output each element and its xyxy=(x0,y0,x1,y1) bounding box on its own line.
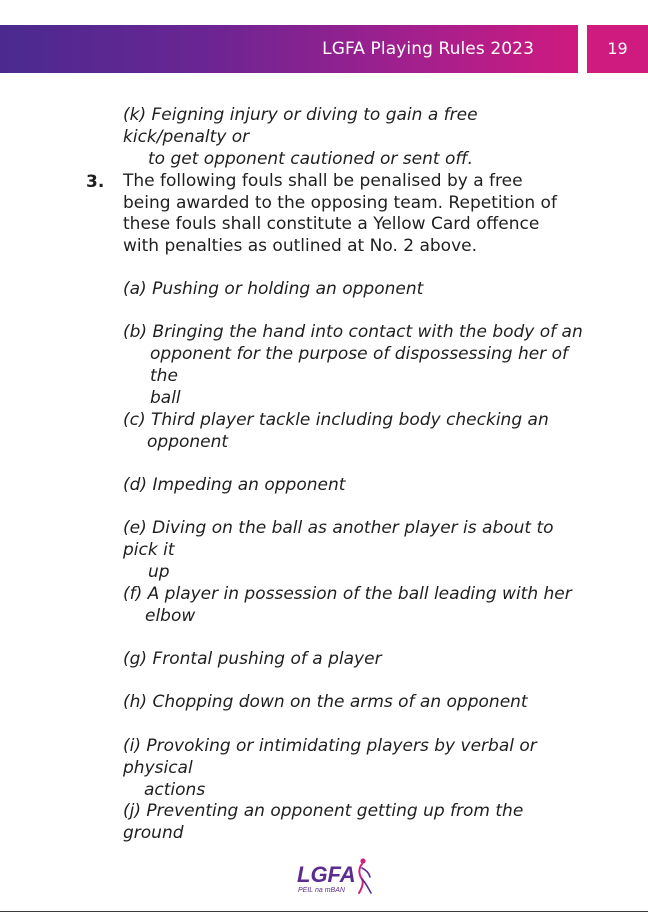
foul-item-i xyxy=(123,735,583,801)
logo-wordmark: LGFA xyxy=(297,862,356,887)
rule-item-k xyxy=(123,104,583,170)
foul-item-h xyxy=(123,691,583,713)
foul-item-a xyxy=(123,278,583,300)
foul-item-i-line1: (i) Provoking or intimidating players by verbal or physical xyxy=(123,736,537,778)
logo-player-figure-icon xyxy=(359,858,371,893)
foul-item-c-line2: opponent xyxy=(147,432,229,452)
foul-item-b-line1: (b) Bringing the hand into contact with the body of an xyxy=(123,322,583,342)
header-banner xyxy=(0,25,578,73)
foul-item-d xyxy=(123,474,583,496)
lgfa-logo xyxy=(296,855,376,897)
document-title: LGFA Playing Rules 2023 xyxy=(322,39,534,59)
foul-item-f-line2: elbow xyxy=(145,606,196,626)
rule-number: 3. xyxy=(86,172,105,192)
foul-item-g-line1: (g) Frontal pushing of a player xyxy=(123,649,382,669)
foul-item-b-line2: opponent for the purpose of dispossessing her of the xyxy=(150,344,568,386)
lgfa-logo-graphic xyxy=(296,855,376,897)
foul-item-e xyxy=(123,517,583,583)
rule-item-k-line2: to get opponent cautioned or sent off. xyxy=(148,149,474,169)
foul-item-f xyxy=(123,583,583,627)
rule-paragraph: The following fouls shall be penalised by a free being awarded to the opposing team. Repetition of these fouls shall constitute a Yellow Card offence with penalties as outlined at No. 2 above. xyxy=(123,171,557,256)
foul-item-c-line1: (c) Third player tackle including body checking an xyxy=(123,410,549,430)
footer-divider xyxy=(0,911,648,912)
foul-item-f-line1: (f) A player in possession of the ball leading with her xyxy=(123,584,572,604)
foul-item-c xyxy=(123,409,583,453)
logo-subtext: PEIL na mBAN xyxy=(298,887,345,894)
foul-item-e-line2: up xyxy=(148,562,170,582)
foul-item-j xyxy=(123,800,583,844)
page-number: 19 xyxy=(587,25,648,73)
foul-item-i-line2: actions xyxy=(144,780,206,800)
foul-item-e-line1: (e) Diving on the ball as another player is about to pick it xyxy=(123,518,554,560)
rule-item-k-line1: (k) Feigning injury or diving to gain a free kick/penalty or xyxy=(123,105,478,147)
foul-item-b-line3: ball xyxy=(150,388,181,408)
foul-item-d-line1: (d) Impeding an opponent xyxy=(123,475,346,495)
foul-item-g xyxy=(123,648,583,670)
foul-item-b xyxy=(123,321,583,409)
foul-item-a-line1: (a) Pushing or holding an opponent xyxy=(123,279,424,299)
foul-item-h-line1: (h) Chopping down on the arms of an opponent xyxy=(123,692,528,712)
foul-item-j-line1: (j) Preventing an opponent getting up from the ground xyxy=(123,801,524,843)
